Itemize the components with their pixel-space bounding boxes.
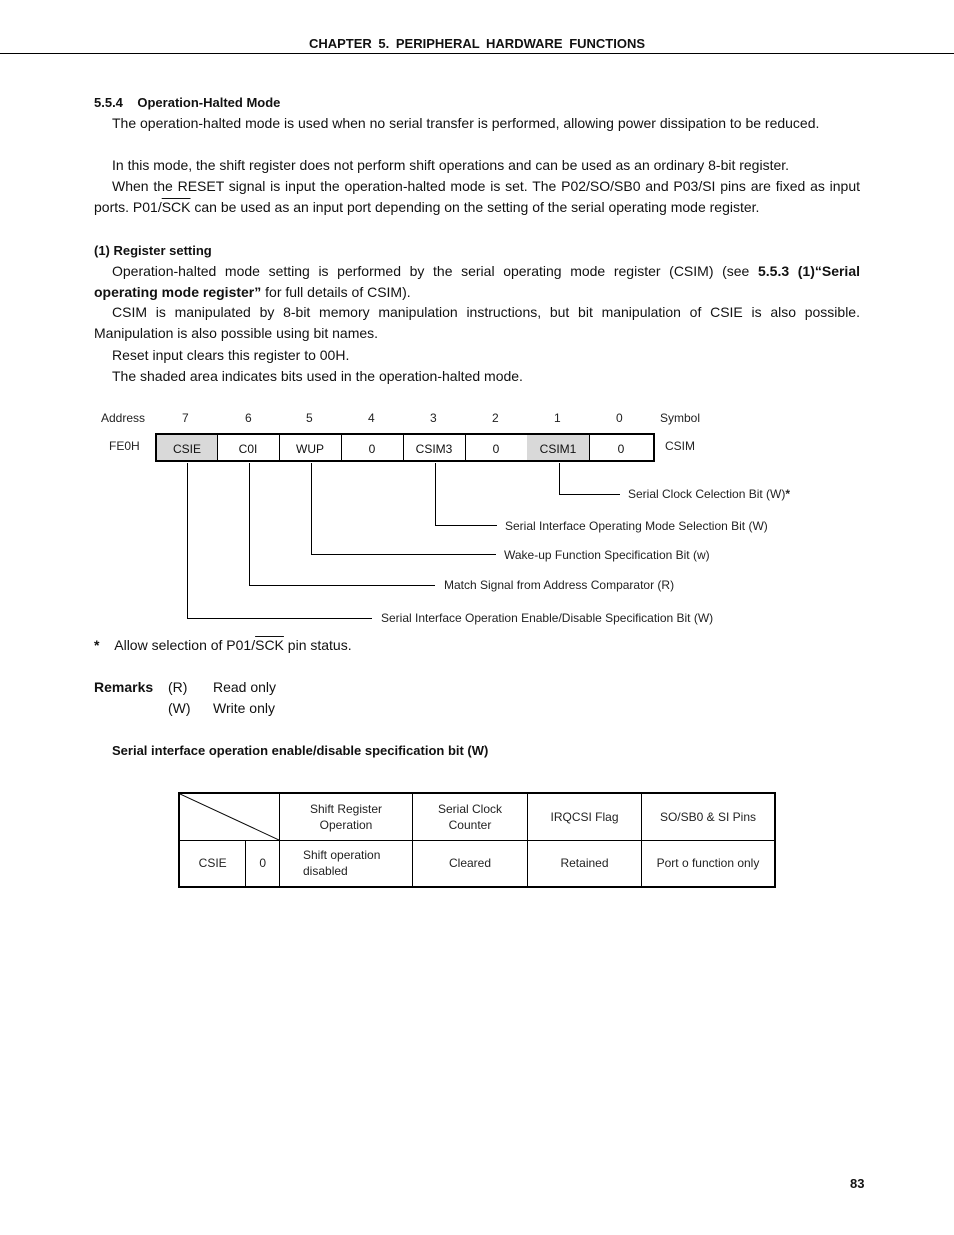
bit-cell-4: 0 <box>341 433 404 462</box>
bit-number: 6 <box>245 411 252 425</box>
register-address: FE0H <box>109 439 140 453</box>
footnote <box>94 637 352 653</box>
cross-reference: 5.5.3 (1)“Serial operating mode register” <box>94 263 860 300</box>
csim1-leader <box>559 494 620 495</box>
wup-description: Wake-up Function Specification Bit (w) <box>504 548 710 562</box>
table-header: SO/SB0 & SI Pins <box>642 793 776 841</box>
table-header: IRQCSI Flag <box>528 793 642 841</box>
para-text: The operation-halted mode is used when no serial transfer is performed, allowing power dissipation to be reduced. <box>112 115 820 131</box>
register-para-3 <box>94 345 860 366</box>
para-text: Reset input clears this register to 00H. <box>112 347 350 363</box>
remark-text: Write only <box>213 700 275 716</box>
table-cell-value: 0 <box>246 841 280 887</box>
section-para-2 <box>94 155 860 176</box>
bit-number: 1 <box>554 411 561 425</box>
table-cell: Shift operation disabled <box>280 841 413 887</box>
register-para-4 <box>94 366 860 387</box>
coi-description: Match Signal from Address Comparator (R) <box>444 578 675 592</box>
bit-number: 3 <box>430 411 437 425</box>
remark-code: (W) <box>168 700 191 716</box>
bit-number: 7 <box>182 411 189 425</box>
section-para-1 <box>94 113 860 134</box>
sck-overline: $\overline{SCK}$ <box>161 199 191 215</box>
footnote-text: Allow selection of P01/ <box>114 637 256 653</box>
table-header: Serial Clock Counter <box>413 793 528 841</box>
table-cell: Retained <box>528 841 642 887</box>
csim3-description: Serial Interface Operating Mode Selection Bit (W) <box>505 519 768 533</box>
para-text: Operation-halted mode setting is performed by the serial operating mode register (CSIM) (see <box>112 263 758 279</box>
para-text: The shaded area indicates bits used in the operation-halted mode. <box>112 368 523 384</box>
bit-cell-c0i: C0I <box>217 433 280 462</box>
page-number: 83 <box>850 1176 865 1191</box>
symbol-label: Symbol <box>660 411 701 425</box>
bit-number: 0 <box>616 411 623 425</box>
csim1-leader <box>559 463 560 494</box>
chapter-header: CHAPTER 5. PERIPHERAL HARDWARE FUNCTIONS <box>308 36 646 51</box>
remark-code: (R) <box>168 679 188 695</box>
table-header: Shift Register Operation <box>280 793 413 841</box>
diagonal-corner-cell <box>179 793 280 841</box>
bit-cell-0: 0 <box>589 433 655 462</box>
para-text: When the RESET signal is input the operation-halted mode is set. The P02/SO/SB0 and P03/SI pins are fixed as input ports. P01/ <box>94 178 860 215</box>
bit-cell-csim1: CSIM1 <box>527 433 590 462</box>
section-heading <box>94 95 280 110</box>
para-text: In this mode, the shift register does not perform shift operations and can be used as an ordinary 8-bit register. <box>112 157 790 173</box>
wup-leader <box>311 463 312 554</box>
register-symbol: CSIM <box>665 439 695 453</box>
table-cell: Cleared <box>413 841 528 887</box>
register-setting-heading: (1) Register setting <box>94 243 212 258</box>
coi-leader <box>249 585 435 586</box>
csie-leader <box>187 618 372 619</box>
bit-cell-wup: WUP <box>279 433 342 462</box>
csie-description: Serial Interface Operation Enable/Disable Specification Bit (W) <box>381 611 714 625</box>
bit-number: 5 <box>306 411 313 425</box>
table-row <box>179 841 775 887</box>
remark-text: Read only <box>213 679 277 695</box>
bit-number: 4 <box>368 411 375 425</box>
csie-table <box>178 792 776 888</box>
csie-leader <box>187 463 188 618</box>
csim1-description: Serial Clock Celection Bit (W)* <box>628 487 791 501</box>
bit-cell-csim3: CSIM3 <box>403 433 466 462</box>
table-cell-bit: CSIE <box>179 841 246 887</box>
section-title: Operation-Halted Mode <box>137 95 281 110</box>
csim3-leader <box>435 525 497 526</box>
para-text: CSIM is manipulated by 8-bit memory manipulation instructions, but bit manipulation of CSIE is also possible. Manipulation is also possible using bit names. <box>94 304 860 341</box>
footnote-mark: * <box>94 637 100 653</box>
bit-number: 2 <box>492 411 499 425</box>
footnote-text: pin status. <box>283 637 352 653</box>
table-title: Serial interface operation enable/disable specification bit (W) <box>112 743 489 758</box>
table-header-row <box>179 793 775 841</box>
bit-cell-csie: CSIE <box>155 433 218 462</box>
diagonal-line <box>180 794 279 840</box>
register-para-1 <box>94 261 860 303</box>
para-text: can be used as an input port depending on the setting of the serial operating mode register. <box>190 199 760 215</box>
address-label: Address <box>101 411 146 425</box>
table-cell: Port o function only <box>642 841 776 887</box>
header-rule <box>0 53 954 54</box>
sck-overline: $\overline{SCK}$ <box>255 637 284 653</box>
bit-cell-2: 0 <box>465 433 528 462</box>
section-para-3 <box>94 176 860 218</box>
register-para-2 <box>94 302 860 344</box>
coi-leader <box>249 463 250 585</box>
section-number: 5.5.4 <box>94 95 123 110</box>
csim3-leader <box>435 463 436 525</box>
para-text: for full details of CSIM). <box>261 284 411 300</box>
wup-leader <box>311 554 496 555</box>
remarks-label: Remarks <box>94 679 154 695</box>
